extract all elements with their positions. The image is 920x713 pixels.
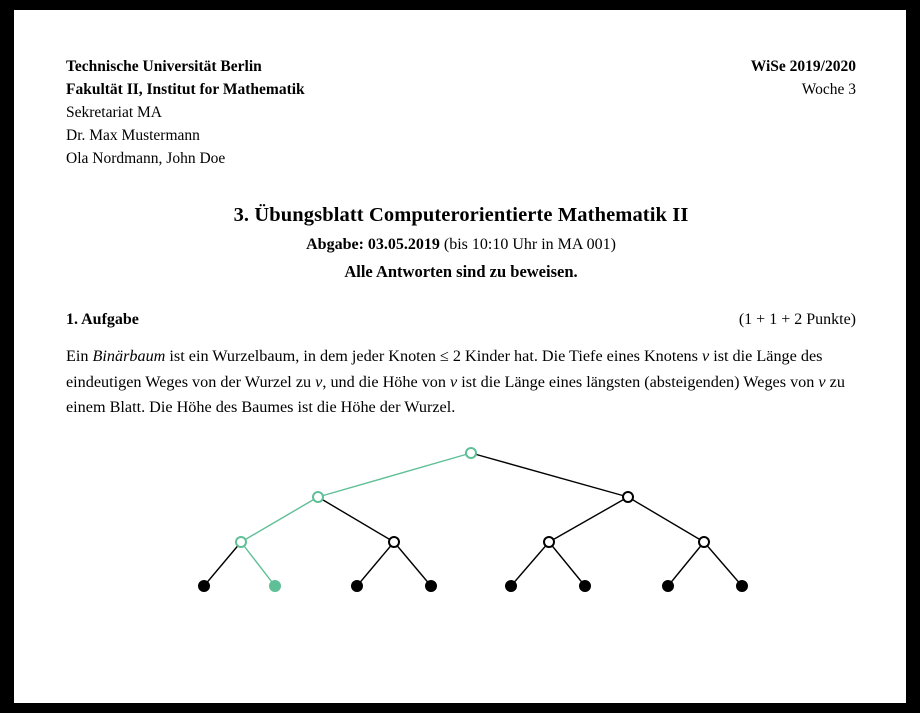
paragraph-run-4: ist die Länge des eindeutigen Weges von der Wurzel zu (66, 347, 823, 391)
tree-node-n-lr (389, 537, 399, 547)
header-left-column (66, 55, 305, 170)
tree-node-l5 (506, 581, 516, 591)
paragraph-run-9: v (818, 372, 826, 391)
tree-edge-n-lr-l3 (357, 542, 394, 586)
task-points: (1 + 1 + 2 Punkte) (738, 311, 856, 328)
tree-node-l7 (663, 581, 673, 591)
tree-node-l6 (580, 581, 590, 591)
tree-edge-n-lr-l4 (394, 542, 431, 586)
tree-edge-n-rr-l8 (704, 542, 742, 586)
sheet-content (66, 55, 856, 610)
tree-edge-n-rl-l5 (511, 542, 549, 586)
tree-node-l1 (199, 581, 209, 591)
tree-edge-n-r-n-rl (549, 497, 628, 542)
paragraph-run-5: v (315, 372, 323, 391)
tree-edge-n-l-n-lr (318, 497, 394, 542)
due-date-rest: (bis 10:10 Uhr in MA 001) (439, 236, 616, 253)
tree-node-l3 (352, 581, 362, 591)
task-header-row (66, 311, 856, 329)
paragraph-run-7: v (450, 372, 458, 391)
tree-node-l8 (737, 581, 747, 591)
tree-edge-n-l-n-ll (241, 497, 318, 542)
paragraph-run-8: ist die Länge eines längsten (absteigenden) Weges von (457, 372, 819, 391)
tree-edge-n-r-n-rr (628, 497, 704, 542)
document-page (14, 10, 906, 703)
tree-node-n-rl (544, 537, 554, 547)
lecturer-name: Dr. Max Mustermann (66, 127, 200, 144)
tree-node-n-ll (236, 537, 246, 547)
due-date-line (66, 236, 856, 254)
paragraph-run-10: zu einem Blatt. Die Höhe des Baumes ist die Höhe der Wurzel. (66, 372, 845, 416)
paragraph-run-0: Ein (66, 347, 93, 365)
assistants-names: Ola Nordmann, John Doe (66, 150, 226, 167)
tree-edge-root-n-l (318, 453, 471, 497)
tree-edge-n-rr-l7 (668, 542, 704, 586)
tree-edge-root-n-r (471, 453, 628, 497)
tree-node-l4 (426, 581, 436, 591)
binary-tree-figure (66, 445, 856, 610)
faculty-name: Fakultät II, Institut for Mathematik (66, 81, 305, 98)
tree-node-n-rr (699, 537, 709, 547)
title-block (66, 204, 856, 282)
due-date-bold: Abgabe: 03.05.2019 (306, 236, 440, 253)
week-label: Woche 3 (801, 81, 856, 98)
tree-node-l2 (270, 581, 280, 591)
proof-note: Alle Antworten sind zu beweisen. (344, 262, 578, 281)
tree-node-root (466, 448, 476, 458)
tree-edges (204, 453, 742, 586)
paragraph-run-2: ist ein Wurzelbaum, in dem jeder Knoten ≤ 2 Kinder hat. Die Tiefe eines Knotens (165, 347, 702, 365)
tree-node-n-l (313, 492, 323, 502)
binary-tree-svg (66, 445, 856, 610)
tree-edge-n-rl-l6 (549, 542, 585, 586)
tree-node-n-r (623, 492, 633, 502)
paragraph-run-1: Binärbaum (92, 347, 166, 365)
page-title: 3. Übungsblatt Computerorientierte Mathematik II (233, 204, 689, 226)
paragraph-run-6: , und die Höhe von (322, 372, 451, 391)
secretariat: Sekretariat MA (66, 104, 162, 121)
paragraph-run-3: v (701, 347, 710, 365)
tree-edge-n-ll-l2 (241, 542, 275, 586)
header-right-column (751, 55, 856, 101)
semester-label: WiSe 2019/2020 (750, 58, 856, 75)
institution-name: Technische Universität Berlin (66, 58, 262, 75)
tree-edge-n-ll-l1 (204, 542, 241, 586)
task-label: 1. Aufgabe (66, 311, 139, 328)
header-block (66, 55, 856, 170)
task-paragraph (66, 344, 850, 421)
